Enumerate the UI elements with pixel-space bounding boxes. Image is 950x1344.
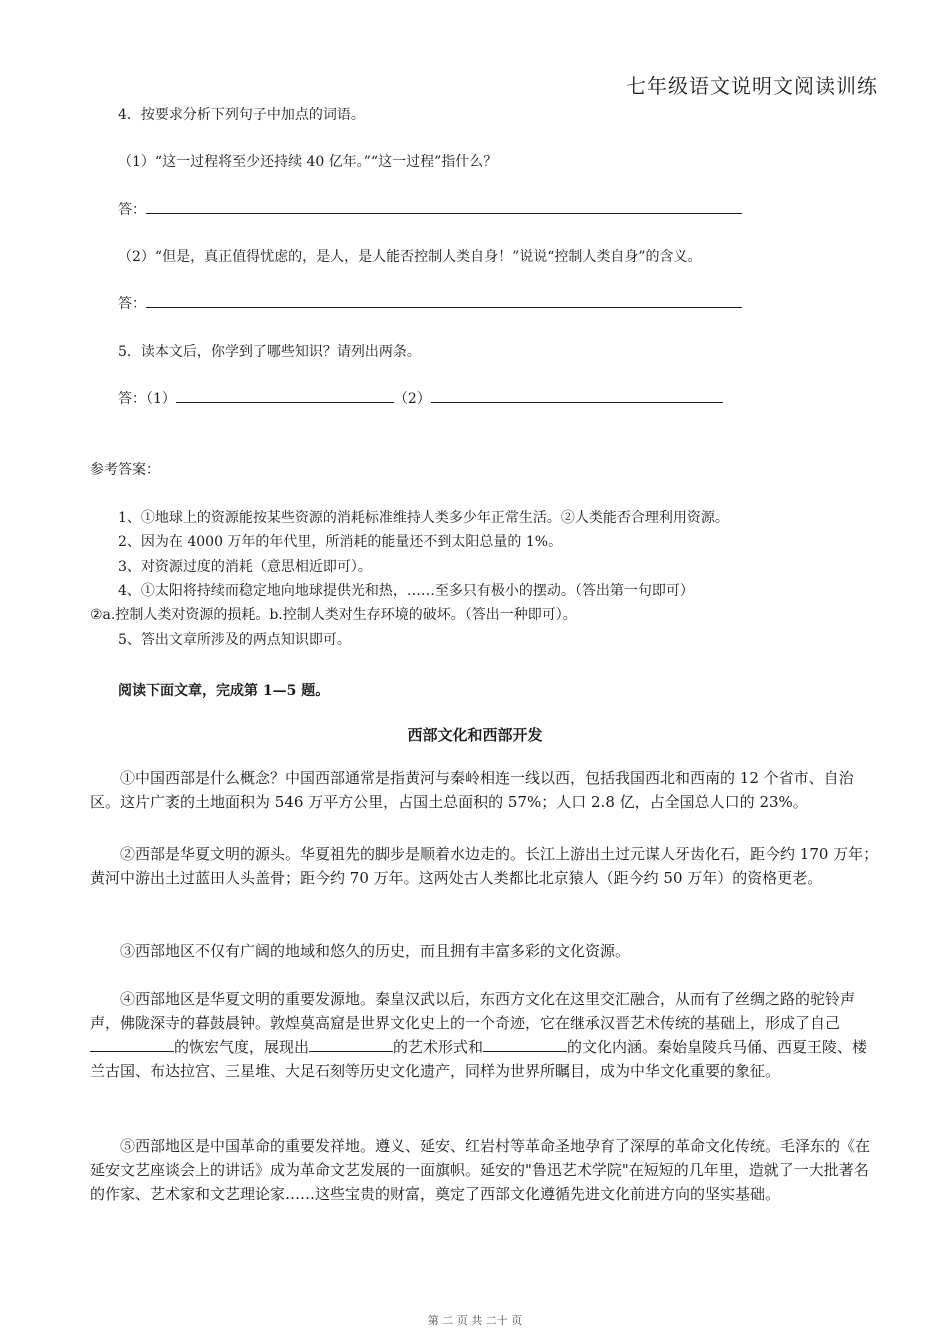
page-header-title: 七年级语文说明文阅读训练 [626,74,878,98]
answer-label: 答： [118,202,146,218]
page-footer: 第 二 页 共 二十 页 [427,1314,523,1327]
answer-line[interactable] [146,293,742,308]
reference-item-4b: ②a.控制人类对资源的损耗。b.控制人类对生存环境的破坏。（答出一种即可）。 [90,607,577,623]
question-4: 4．按要求分析下列句子中加点的词语。 [118,107,365,123]
reference-item-1: 1、①地球上的资源能按某些资源的消耗标准维持人类多少年正常生活。②人类能否合理利用资源。 [118,510,729,526]
paragraph-1: ①中国西部是什么概念？中国西部通常是指黄河与秦岭相连一线以西，包括我国西北和西南的 12 个省市、自治区。这片广袤的土地面积为 546 万平方公里，占国土总面积的 57%；人口 2.8 亿，占全国总人口的 23%。 [90,769,854,811]
question-4-2: （2）“但是，真正值得忧虑的，是人，是人能否控制人类自身！”说说“控制人类自身”的含义。 [118,249,702,265]
reading-instruction: 阅读下面文章，完成第 1—5 题。 [118,683,330,699]
fill-blank-3[interactable] [483,1037,567,1052]
paragraph-4-part-a: ④西部地区是华夏文明的重要发源地。秦皇汉武以后，东西方文化在这里交汇融合，从而有了丝绸之路的驼铃声声，佛陇深寺的暮鼓晨钟。敦煌莫高窟是世界文化史上的一个奇迹，它在继承汉晋艺术传统的基础上，形成了自己 [90,990,856,1032]
paragraph-3: ③西部地区不仅有广阔的地域和悠久的历史，而且拥有丰富多彩的文化资源。 [120,942,631,960]
answer-item-2-label: （2） [393,391,431,407]
reference-item-2: 2、因为在 4000 万年的年代里，所消耗的能量还不到太阳总量的 1%。 [118,534,563,550]
reference-item-3: 3、对资源过度的消耗（意思相近即可）。 [118,559,372,575]
reference-item-4: 4、①太阳将持续而稳定地向地球提供光和热，……至多只有极小的摆动。（答出第一句即可） [118,583,694,599]
fill-blank-1[interactable] [90,1037,174,1052]
answer-item-1-label: （1） [146,391,176,407]
answer-label: 答： [118,391,146,407]
paragraph-5: ⑤西部地区是中国革命的重要发祥地。遵义、延安、红岩村等革命圣地孕育了深厚的革命文化传统。毛泽东的《在延安文艺座谈会上的讲话》成为革命文艺发展的一面旗帜。延安的"鲁迅艺术学院"在短短的几年里，造就了一大批著名的作家、艺术家和文艺理论家……这些宝贵的财富，奠定了西部文化遵循先进文化前进方向的坚实基础。 [90,1137,871,1203]
reference-item-5: 5、答出文章所涉及的两点知识即可。 [118,632,351,648]
question-5: 5．读本文后，你学到了哪些知识？请列出两条。 [118,344,421,360]
answer-line-1[interactable] [176,388,394,403]
paragraph-4-part-d: 的文化内涵。秦始皇陵兵马俑、西夏王陵、楼兰古国、布达拉宫、三星堆、大足石刻等历史文化遗产，同样为世界所瞩目，成为中华文化重要的象征。 [90,1038,868,1080]
paragraph-4-part-b: 的恢宏气度，展现出 [174,1038,310,1056]
paragraph-2: ②西部是华夏文明的源头。华夏祖先的脚步是顺着水边走的。长江上游出土过元谋人牙齿化石，距今约 170 万年；黄河中游出土过蓝田人头盖骨；距今约 70 万年。这两处古人类都比北京猿人（距今约 50 万年）的资格更老。 [90,845,879,887]
answer-row-4-2 [118,293,742,313]
article-title: 西部文化和西部开发 [407,726,543,744]
answer-label: 答： [118,296,146,312]
paragraph-4-part-c: 的艺术形式和 [393,1038,484,1056]
answer-row-5 [118,388,723,408]
answer-row-4-1 [118,199,742,219]
question-4-1: （1）“这一过程将至少还持续 40 亿年。”“这一过程”指什么？ [118,154,498,170]
reference-heading: 参考答案： [90,462,160,478]
answer-line[interactable] [146,199,742,214]
answer-line-2[interactable] [431,388,723,403]
fill-blank-2[interactable] [309,1037,393,1052]
paragraph-4 [90,987,882,1083]
